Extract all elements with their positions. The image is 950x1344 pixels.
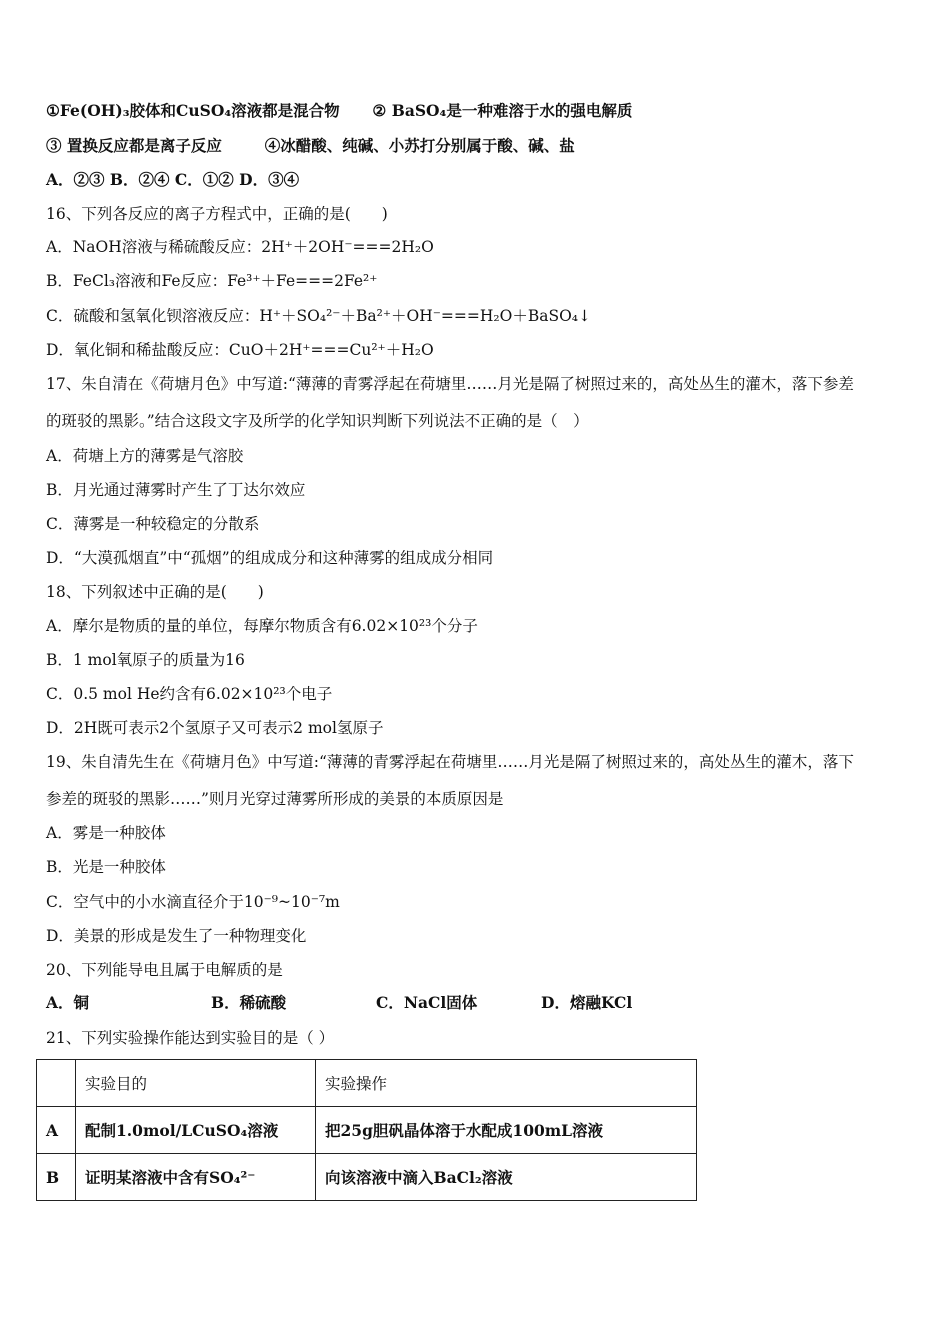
row-key: A (37, 1107, 76, 1154)
q15-options: A．②③ B．②④ C．①② D．③④ (46, 170, 300, 189)
q17-option-c: C．薄雾是一种较稳定的分散系 (46, 515, 260, 533)
q19-stem-line1: 19、朱自清先生在《荷塘月色》中写道:“薄薄的青雾浮起在荷塘里……月光是隔了树照过来的，高处丛生的灌木，落下 (46, 753, 854, 771)
q16-option-a: A．NaOH溶液与稀硫酸反应：2H⁺＋2OH⁻===2H₂O (46, 238, 434, 256)
q19-option-d: D．美景的形成是发生了一种物理变化 (46, 927, 307, 945)
row-operation: 向该溶液中滴入BaCl₂溶液 (316, 1154, 697, 1201)
statement-1: ①Fe(OH)₃胶体和CuSO₄溶液都是混合物 (46, 101, 340, 120)
row-key: B (37, 1154, 76, 1201)
q16-option-c: C．硫酸和氢氧化钡溶液反应：H⁺＋SO₄²⁻＋Ba²⁺＋OH⁻===H₂O＋BaSO₄↓ (46, 307, 591, 325)
q18-option-b: B．1 mol氧原子的质量为16 (46, 651, 245, 669)
q16-stem: 16、下列各反应的离子方程式中，正确的是( ) (46, 205, 388, 223)
q19-stem-line2: 参差的斑驳的黑影……”则月光穿过薄雾所形成的美景的本质原因是 (46, 790, 504, 808)
q18-stem: 18、下列叙述中正确的是( ) (46, 583, 264, 601)
q20-option-a: A．铜 (46, 993, 90, 1012)
q20-option-d: D．熔融KCl (541, 993, 633, 1012)
q19-option-a: A．雾是一种胶体 (46, 824, 166, 842)
q16-option-d: D．氧化铜和稀盐酸反应：CuO＋2H⁺===Cu²⁺＋H₂O (46, 341, 434, 359)
statement-3-4 (46, 136, 575, 156)
q17-option-a: A．荷塘上方的薄雾是气溶胶 (46, 447, 244, 465)
statement-2: ② BaSO₄是一种难溶于水的强电解质 (372, 101, 633, 120)
q17-option-b: B．月光通过薄雾时产生了丁达尔效应 (46, 481, 306, 499)
table-header-key (37, 1060, 76, 1107)
q17-stem-line2: 的斑驳的黑影。”结合这段文字及所学的化学知识判断下列说法不正确的是（ ） (46, 412, 589, 430)
statement-1-2 (46, 101, 632, 121)
experiment-table (36, 1059, 697, 1201)
q17-stem-line1: 17、朱自清在《荷塘月色》中写道:“薄薄的青雾浮起在荷塘里……月光是隔了树照过来的，高处丛生的灌木，落下参差 (46, 375, 854, 393)
table-header-purpose: 实验目的 (76, 1060, 316, 1107)
q20-option-b: B．稀硫酸 (211, 993, 287, 1012)
statement-3: ③ 置换反应都是离子反应 (46, 136, 222, 155)
q18-option-c: C．0.5 mol He约含有6.02×10²³个电子 (46, 685, 333, 703)
q18-option-d: D．2H既可表示2个氢原子又可表示2 mol氢原子 (46, 719, 384, 737)
q19-option-b: B．光是一种胶体 (46, 858, 166, 876)
q20-stem: 20、下列能导电且属于电解质的是 (46, 961, 283, 979)
table-header-row (37, 1060, 697, 1107)
q16-option-b: B．FeCl₃溶液和Fe反应：Fe³⁺＋Fe===2Fe²⁺ (46, 272, 378, 290)
statement-4: ④冰醋酸、纯碱、小苏打分别属于酸、碱、盐 (264, 136, 575, 155)
q21-stem: 21、下列实验操作能达到实验目的是（ ） (46, 1029, 335, 1047)
table-header-operation: 实验操作 (316, 1060, 697, 1107)
table-row (37, 1107, 697, 1154)
row-purpose: 证明某溶液中含有SO₄²⁻ (76, 1154, 316, 1201)
row-operation: 把25g胆矾晶体溶于水配成100mL溶液 (316, 1107, 697, 1154)
row-purpose: 配制1.0mol/LCuSO₄溶液 (76, 1107, 316, 1154)
q18-option-a: A．摩尔是物质的量的单位，每摩尔物质含有6.02×10²³个分子 (46, 617, 478, 635)
q20-options (46, 993, 632, 1013)
table-row (37, 1154, 697, 1201)
q17-option-d: D．“大漠孤烟直”中“孤烟”的组成成分和这种薄雾的组成成分相同 (46, 549, 494, 567)
q20-option-c: C．NaCl固体 (376, 993, 478, 1012)
q19-option-c: C．空气中的小水滴直径介于10⁻⁹~10⁻⁷m (46, 893, 340, 911)
